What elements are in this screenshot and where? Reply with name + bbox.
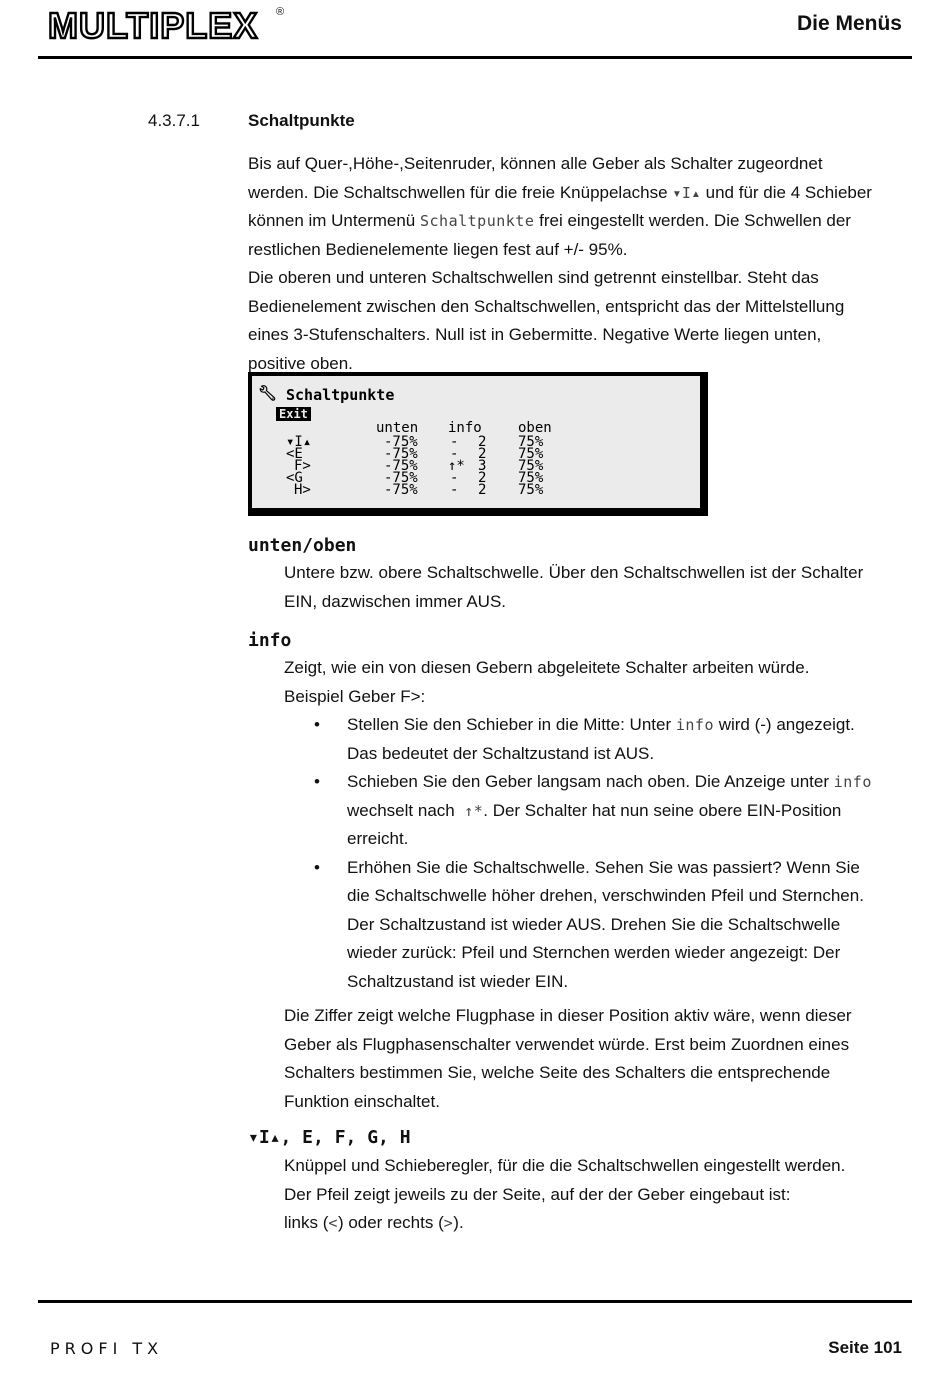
intro-line — [248, 207, 908, 236]
info-description — [284, 654, 914, 1116]
text: . Der Schalter hat nun seine obere EIN-Position — [483, 800, 842, 820]
multiplex-logo: MULTIPLEX — [48, 5, 259, 46]
lcd-row-phase: 2 — [478, 482, 487, 498]
footer-rule — [38, 1300, 912, 1303]
text: ) oder rechts ( — [337, 1213, 444, 1232]
lcd-row-phase: 3 — [478, 458, 487, 474]
intro-text: werden. Die Schaltschwellen für die freie Knüppelachse — [248, 182, 668, 202]
intro-text: frei eingestellt werden. Die Schwellen der — [539, 211, 851, 230]
right-symbol: > — [443, 1214, 454, 1232]
bullet-item — [284, 711, 914, 768]
lcd-row-info: - — [450, 434, 459, 450]
knueppel-symbol: ▾I▴ — [672, 183, 701, 202]
text-line: Zeigt, wie ein von diesen Gebern abgeleitete Schalter arbeiten würde. — [284, 658, 810, 677]
intro-text: können im Untermenü — [248, 211, 416, 230]
text: erreicht. — [347, 829, 409, 848]
text-line: Schalters bestimmen Sie, welche Seite des Schalters die entsprechende — [284, 1063, 831, 1082]
lcd-row-unten: -75% — [384, 446, 418, 462]
term-info: info — [675, 716, 714, 734]
text: Stellen Sie den Schieber in die Mitte: Unter — [347, 715, 672, 734]
lcd-row-unten: -75% — [384, 470, 418, 486]
unten-oben-description — [284, 559, 904, 616]
bullet-item — [284, 768, 914, 854]
text-line: Geber als Flugphasenschalter verwendet würde. Erst beim Zuordnen eines — [284, 1034, 850, 1054]
text: Das bedeutet der Schaltzustand ist AUS. — [347, 743, 655, 763]
page-number: Seite 101 — [828, 1338, 902, 1357]
lcd-row-info: ↑* — [448, 458, 465, 474]
lcd-row-unten: -75% — [384, 434, 418, 450]
heading-info: info — [248, 630, 292, 651]
left-symbol: < — [328, 1214, 338, 1232]
heading-geber: ▾I▴, E, F, G, H — [248, 1127, 411, 1148]
text: links ( — [284, 1213, 329, 1232]
lcd-col-info: info — [448, 420, 482, 436]
lcd-col-unten: unten — [376, 420, 419, 436]
bullet-item — [284, 854, 914, 997]
lcd-row-oben: 75% — [518, 458, 544, 474]
intro-paragraph — [248, 150, 908, 378]
text: Schieben Sie den Geber langsam nach oben. Die Anzeige unter — [347, 772, 829, 791]
text: wird (-) angezeigt. — [718, 715, 855, 734]
intro-text: und für die 4 Schieber — [705, 182, 872, 202]
ziffer-paragraph — [284, 1002, 914, 1116]
lcd-row-name: H> — [294, 482, 311, 498]
lcd-screenshot — [248, 372, 708, 516]
wrench-icon: 🔧︎ — [258, 384, 278, 402]
arrow-star-symbol: ↑* — [464, 801, 484, 820]
info-bullet-list — [284, 711, 914, 996]
menu-term-schaltpunkte: Schaltpunkte — [420, 212, 535, 230]
text-line: Untere bzw. obere Schaltschwelle. Über den Schaltschwellen ist der Schalter — [284, 563, 864, 582]
lcd-col-oben: oben — [518, 420, 552, 436]
text-line: EIN, dazwischen immer AUS. — [284, 591, 507, 611]
intro-line — [248, 179, 908, 208]
geber-description — [284, 1152, 914, 1238]
lcd-row-phase: 2 — [478, 434, 487, 450]
text: wechselt nach — [347, 800, 455, 820]
text-line: die Schaltschwelle höher drehen, verschwinden Pfeil und Sternchen. — [347, 886, 864, 905]
lcd-row-info: - — [450, 470, 459, 486]
lcd-row-oben: 75% — [518, 470, 544, 486]
text-line: Die Ziffer zeigt welche Flugphase in dieser Position aktiv wäre, wenn dieser — [284, 1006, 852, 1025]
text: ). — [453, 1213, 464, 1232]
text-line: wieder zurück: Pfeil und Sternchen werden wieder angezeigt: Der — [347, 943, 841, 962]
lcd-row-unten: -75% — [384, 458, 418, 474]
lcd-row-unten: -75% — [384, 482, 418, 498]
intro-line: restlichen Bedienelemente liegen fest auf +/- 95%. — [248, 239, 628, 259]
heading-unten-oben: unten/oben — [248, 535, 357, 556]
text-line: • Erhöhen Sie die Schaltschwelle. Sehen Sie was passiert? Wenn Sie — [347, 857, 860, 877]
footer-brand: PROFI TX — [50, 1339, 164, 1358]
lcd-exit-button: Exit — [276, 407, 311, 421]
intro-line: positive oben. — [248, 353, 353, 373]
lcd-row-phase: 2 — [478, 446, 487, 462]
lcd-row-info: - — [450, 482, 459, 498]
lcd-row-oben: 75% — [518, 446, 544, 462]
page-header-title: Die Menüs — [796, 12, 902, 35]
lcd-title: Schaltpunkte — [286, 386, 395, 404]
lcd-row-name: F> — [294, 458, 311, 474]
lcd-row-info: - — [450, 446, 459, 462]
lcd-screen — [252, 376, 700, 508]
intro-line: Bedienelement zwischen den Schaltschwellen, entspricht das der Mittelstellung — [248, 296, 845, 316]
term-info: info — [833, 773, 872, 791]
text-line: Der Pfeil zeigt jeweils zu der Seite, auf der der Geber eingebaut ist: — [284, 1184, 791, 1204]
text-line: Der Schaltzustand ist wieder AUS. Drehen Sie die Schaltschwelle — [347, 914, 841, 934]
lcd-row-oben: 75% — [518, 434, 544, 450]
text-line — [284, 1209, 914, 1238]
text-line: Funktion einschaltet. — [284, 1091, 440, 1111]
intro-line: Bis auf Quer-,Höhe-,Seitenruder, können alle Geber als Schalter zugeordnet — [248, 154, 823, 173]
lcd-row-oben: 75% — [518, 482, 544, 498]
lcd-row-name: ▾I▴ — [286, 434, 312, 450]
section-number: 4.3.7.1 — [148, 111, 200, 130]
text-line: Knüppel und Schieberegler, für die die Schaltschwellen eingestellt werden. — [284, 1156, 846, 1175]
lcd-row-name: <E — [286, 446, 303, 462]
lcd-row-phase: 2 — [478, 470, 487, 486]
text-line: Schaltzustand ist wieder EIN. — [347, 971, 569, 991]
header-rule — [38, 56, 912, 59]
section-title: Schaltpunkte — [248, 111, 355, 130]
registered-mark: ® — [276, 6, 285, 18]
intro-line: eines 3-Stufenschalters. Null ist in Gebermitte. Negative Werte liegen unten, — [248, 325, 822, 344]
intro-line: Die oberen und unteren Schaltschwellen sind getrennt einstellbar. Steht das — [248, 268, 819, 287]
text-line: Beispiel Geber F>: — [284, 686, 426, 706]
lcd-row-name: <G — [286, 470, 303, 486]
